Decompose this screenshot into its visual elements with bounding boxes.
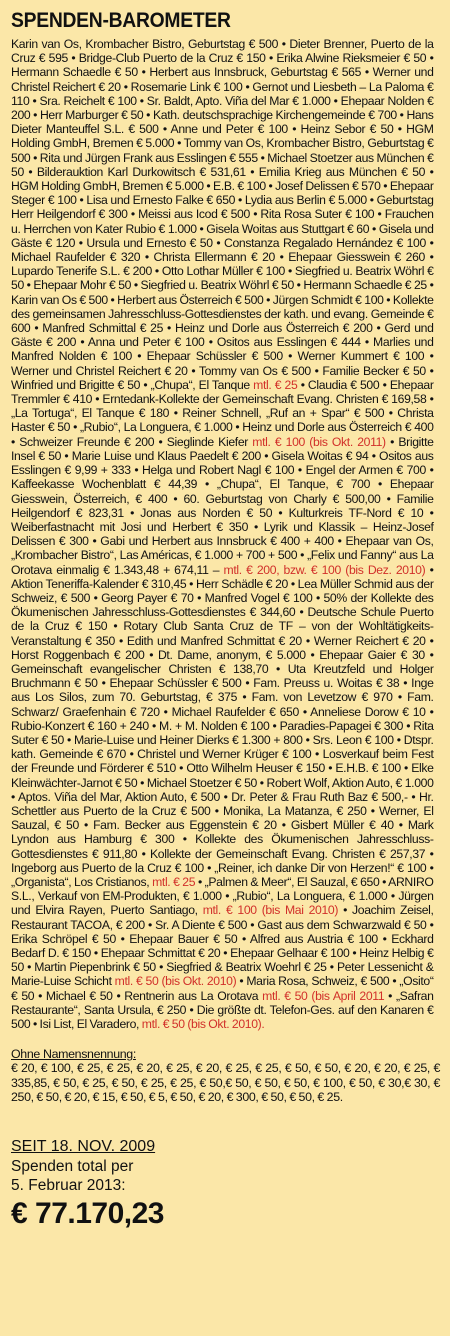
donation-entries: • Maria Rosa, Schweiz, € 500 • „Osito“ € 50 • Michael € 50 • Rentnerin aus La Orotava <box>11 974 434 1003</box>
monthly-pledge-note: mtl. € 200, bzw. € 100 (bis Dez. 2010) <box>223 562 426 577</box>
panel-title: SPENDEN-BAROMETER <box>11 9 231 32</box>
donation-entries: • Claudia € 500 • Ehepaar Tremmler € 410 • Erntedank-Kollekte der Gemeinschaft Evang. Christen € 169,58 • „La Tortuga“, El Tanque € 180 • Reiner Schnell, „Ruf an + Spar“ € 500 • Christa Haster € 50 • „Rubio“, La Longuera, € 1.000 • Heinz und Dorle aus Österreich € 400 • Schweizer Freunde € 200 • Sieglinde Kiefer <box>11 377 434 449</box>
donation-entries: • Brigitte Insel € 50 • Marie Luise und Klaus Paedelt € 200 • Gisela Woitas € 94 • Ositos aus Esslingen € 9,99 + 333 • Helga und Robert Nagl € 100 • Engel der Armen € 700 • Kaffeekasse Wochenblatt € 44,39 • „Chupa“, El Tanque, € 700 • Ehepaar Giesswein, Österreich, € 400 • 60. Geburtstag von Charly € 500,00 • Familie Heilgendorf € 823,31 • Jonas aus Norden € 50 • Kulturkreis TF-Nord € 10 • Weiberfastnacht mit Josi und Herbert € 350 • Lyrik und Klassik – Heinz-Josef Delissen € 300 • Gabi und Herbert aus Innsbruck € 400 + 400 • Ehepaar van Os, „Krombacher Bistro“, Las Américas, € 1.000 + 700 + 500 • „Felix und Fanny“ aus La Orotava einmalig € 1.343,48 + 674,11 – <box>11 434 434 577</box>
donation-entries: • „Safran Restaurante“, Santa Ursula, € 250 • Die größte dt. Telefon-Ges. auf den Kanaren € 500 • Isi List, El Varadero, <box>11 988 434 1032</box>
monthly-pledge-note: mtl. € 25 <box>152 874 196 889</box>
total-label-line-1: Spenden total per <box>11 1158 134 1176</box>
monthly-pledge-note: mtl. € 50 (bis Okt. 2010). <box>141 1017 265 1032</box>
anonymous-donations-list: € 20, € 100, € 25, € 25, € 20, € 25, € 20, € 25, € 25, € 50, € 50, € 20, € 20, € 25, € 335,85, € 50, € 25, € 50, € 25, € 25, € 50,€ 50, € 50, € 50, € 100, € 50, € 30,€ 30, € 250, € 50, € 20, € 15, € 50, € 5, € 50, € 20, € 300, € 50, € 50, € 25. <box>11 1061 440 1104</box>
donation-list <box>11 37 434 1031</box>
since-date: SEIT 18. NOV. 2009 <box>11 1138 156 1156</box>
total-label-line-2: 5. Februar 2013: <box>11 1177 126 1195</box>
monthly-pledge-note: mtl. € 25 <box>253 377 298 392</box>
donation-entries: • Joachim Zeisel, Restaurant TACOA, € 200 • Sr. A Diente € 500 • Gast aus dem Schwarzwald € 50 • Erika Schröpel € 50 • Ehepaar Bauer € 50 • Alfred aus Austria € 100 • Eckhard Bedarf D. € 150 • Ehepaar Schmittat € 20 • Ehepaar Gelhaar € 100 • Heinz Helbig € 50 • Martin Piepenbrink € 50 • Siegfried & Beatrix Woehrl € 25 • Peter Lessenicht & Marie-Luise Schicht <box>11 903 434 989</box>
monthly-pledge-note: mtl. € 100 (bis Okt. 2011) <box>252 434 386 449</box>
donation-entries: • „Palmen & Meer“, El Sauzal, € 650 • ARNIRO S.L., Verkauf von EM-Produkten, € 1.000 • „Rubio“, La Longuera, € 1.000 • Jürgen und Elvira Rayen, Puerto Santiago, <box>11 874 434 918</box>
donation-entries: • Aktion Teneriffa-Kalender € 310,45 • Herr Schädle € 20 • Lea Müller Schmid aus der Schweiz, € 500 • Georg Payer € 70 • Manfred Vogel € 100 • 50% der Kollekte des Ökumenischen Jahresschluss-Gottesdienstes € 344,60 • Deutsche Schule Puerto de la Cruz € 150 • Rotary Club Santa Cruz de TF – von der Wohltätigkeits-Veranstaltung € 350 • Edith und Manfred Schmittat € 20 • Werner Reichert € 20 • Horst Roggenbach € 200 • Dt. Dame, anonym, € 5.000 • Ehepaar Gaier € 30 • Gemeinschaft evangelischer Christen € 138,70 • Uta Kreutzfeld und Holger Bruchmann € 50 • Ehepaar Schüssler € 500 • Fam. Preuss u. Woitas € 38 • Inge aus Los Silos, zum 70. Geburtstag, € 375 • Fam. von Levetzow € 970 • Fam. Schwarz/ Graefenhain € 720 • Michael Raufelder € 650 • Anneliese Dorow € 10 • Rubio-Konzert € 160 + 240 • M. + M. Nolden € 100 • Paradies-Papagei € 300 • Rita Suter € 50 • Marie-Luise und Heiner Dierks € 1.300 + 800 • Srs. Leon € 100 • Dtspr. kath. Gemeinde € 670 • Christel und Werner Krüger € 100 • Losverkauf beim Fest der Freunde und Förderer € 510 • Otto Wilhelm Heuser € 150 • E.H.B. € 100 • Elke Kleinwächter-Jarnot € 50 • Michael Stoetzer € 50 • Robert Wolf, Aktion Auto, € 1.000 • Aptos. Viña del Mar, Aktion Auto, € 500 • Dr. Peter & Frau Ruth Baz € 500,- • Hr. Schettler aus Puerto de la Cruz € 500 • Monika, La Matanza, € 250 • Werner, El Sauzal, € 50 • Fam. Becker aus Eggenstein € 20 • Gisbert Müller € 40 • Mark Lyndon aus Hamburg € 300 • Kollekte des Ökumenischen Jahresschluss-Gottesdienstes € 911,80 • Kollekte der Gemeinschaft Evang. Christen € 257,37 • Ingeborg aus Puerto de la Cruz € 100 • „Reiner, ich danke Dir von Herzen!“ € 100 • „Organista“, Los Cristianos, <box>11 562 434 889</box>
monthly-pledge-note: mtl. € 50 (bis April 2011 <box>262 988 385 1003</box>
donation-total: € 77.170,23 <box>11 1197 164 1231</box>
anonymous-donations-heading: Ohne Namensnennung: <box>11 1047 136 1062</box>
monthly-pledge-note: mtl. € 50 (bis Okt. 2010) <box>114 974 237 989</box>
monthly-pledge-note: mtl. € 100 (bis Mai 2010) <box>202 903 339 918</box>
donation-entries: Karin van Os, Krombacher Bistro, Geburtstag € 500 • Dieter Brenner, Puerto de la Cruz € 595 • Bridge-Club Puerto de la Cruz € 150 • Erika Alwine Rieksmeier € 50 • Hermann Schaedle € 50 • Herbert aus Innsbruck, Geburtstag € 565 • Werner und Christel Reichert € 20 • Rosemarie Link € 100 • Gernot und Liesbeth – La Paloma € 110 • Sra. Reichelt € 100 • Sr. Baldt, Apto. Viña del Mar € 1.000 • Ehepaar Nolden € 200 • Herr Marburger € 50 • Kath. deutschsprachige Kirchengemeinde € 700 • Hans Dieter Manteuffel S.L. € 500 • Anne und Peter € 100 • Heinz Sebor € 50 • HGM Holding GmbH, Bremen € 5.000 • Tommy van Os, Krombacher Bistro, Geburtstag € 500 • Rita und Jürgen Frank aus Esslingen € 555 • Michael Stoetzer aus München € 50 • Bilderauktion Karl Durkowitsch € 531,61 • Emilia Krieg aus München € 50 • HGM Holding GmbH, Bremen € 5.000 • E.B. € 100 • Josef Delissen € 570 • Ehepaar Steger € 100 • Lisa und Ernesto Falke € 650 • Lydia aus Berlin € 5.000 • Geburtstag Herr Heilgendorf € 300 • Meissi aus Icod € 500 • Rita Rosa Suter € 100 • Frauchen u. Herrchen von Kater Rubio € 1.000 • Gisela Woitas aus Stuttgart € 60 • Gisela und Gäste € 120 • Ursula und Ernesto € 50 • Constanza Regalado Hernández € 100 • Michael Raufelder € 320 • Christa Ellermann € 20 • Ehepaar Giesswein € 260 • Lupardo Tenerife S.L. € 200 • Otto Lothar Müller € 100 • Siegfried u. Beatrix Wöhrl € 50 • Ehepaar Mohr € 50 • Siegfried u. Beatrix Wöhrl € 50 • Hermann Schaedle € 25 • Karin van Os € 500 • Herbert aus Österreich € 500 • Jürgen Schmidt € 100 • Kollekte des gemeinsamen Jahresschluss-Gottesdienstes der kath. und evang. Gemeinde € 600 • Manfred Schmittal € 25 • Heinz und Dorle aus Österreich € 200 • Gerd und Gäste € 200 • Anna und Peter € 100 • Ositos aus Esslingen € 444 • Marlies und Manfred Nolden € 100 • Ehepaar Schüssler € 500 • Werner Kummert € 100 • Werner und Christel Reichert € 20 • Tommy van Os € 500 • Familie Becker € 50 • Winfried und Brigitte € 50 • „Chupa“, El Tanque <box>11 37 434 392</box>
